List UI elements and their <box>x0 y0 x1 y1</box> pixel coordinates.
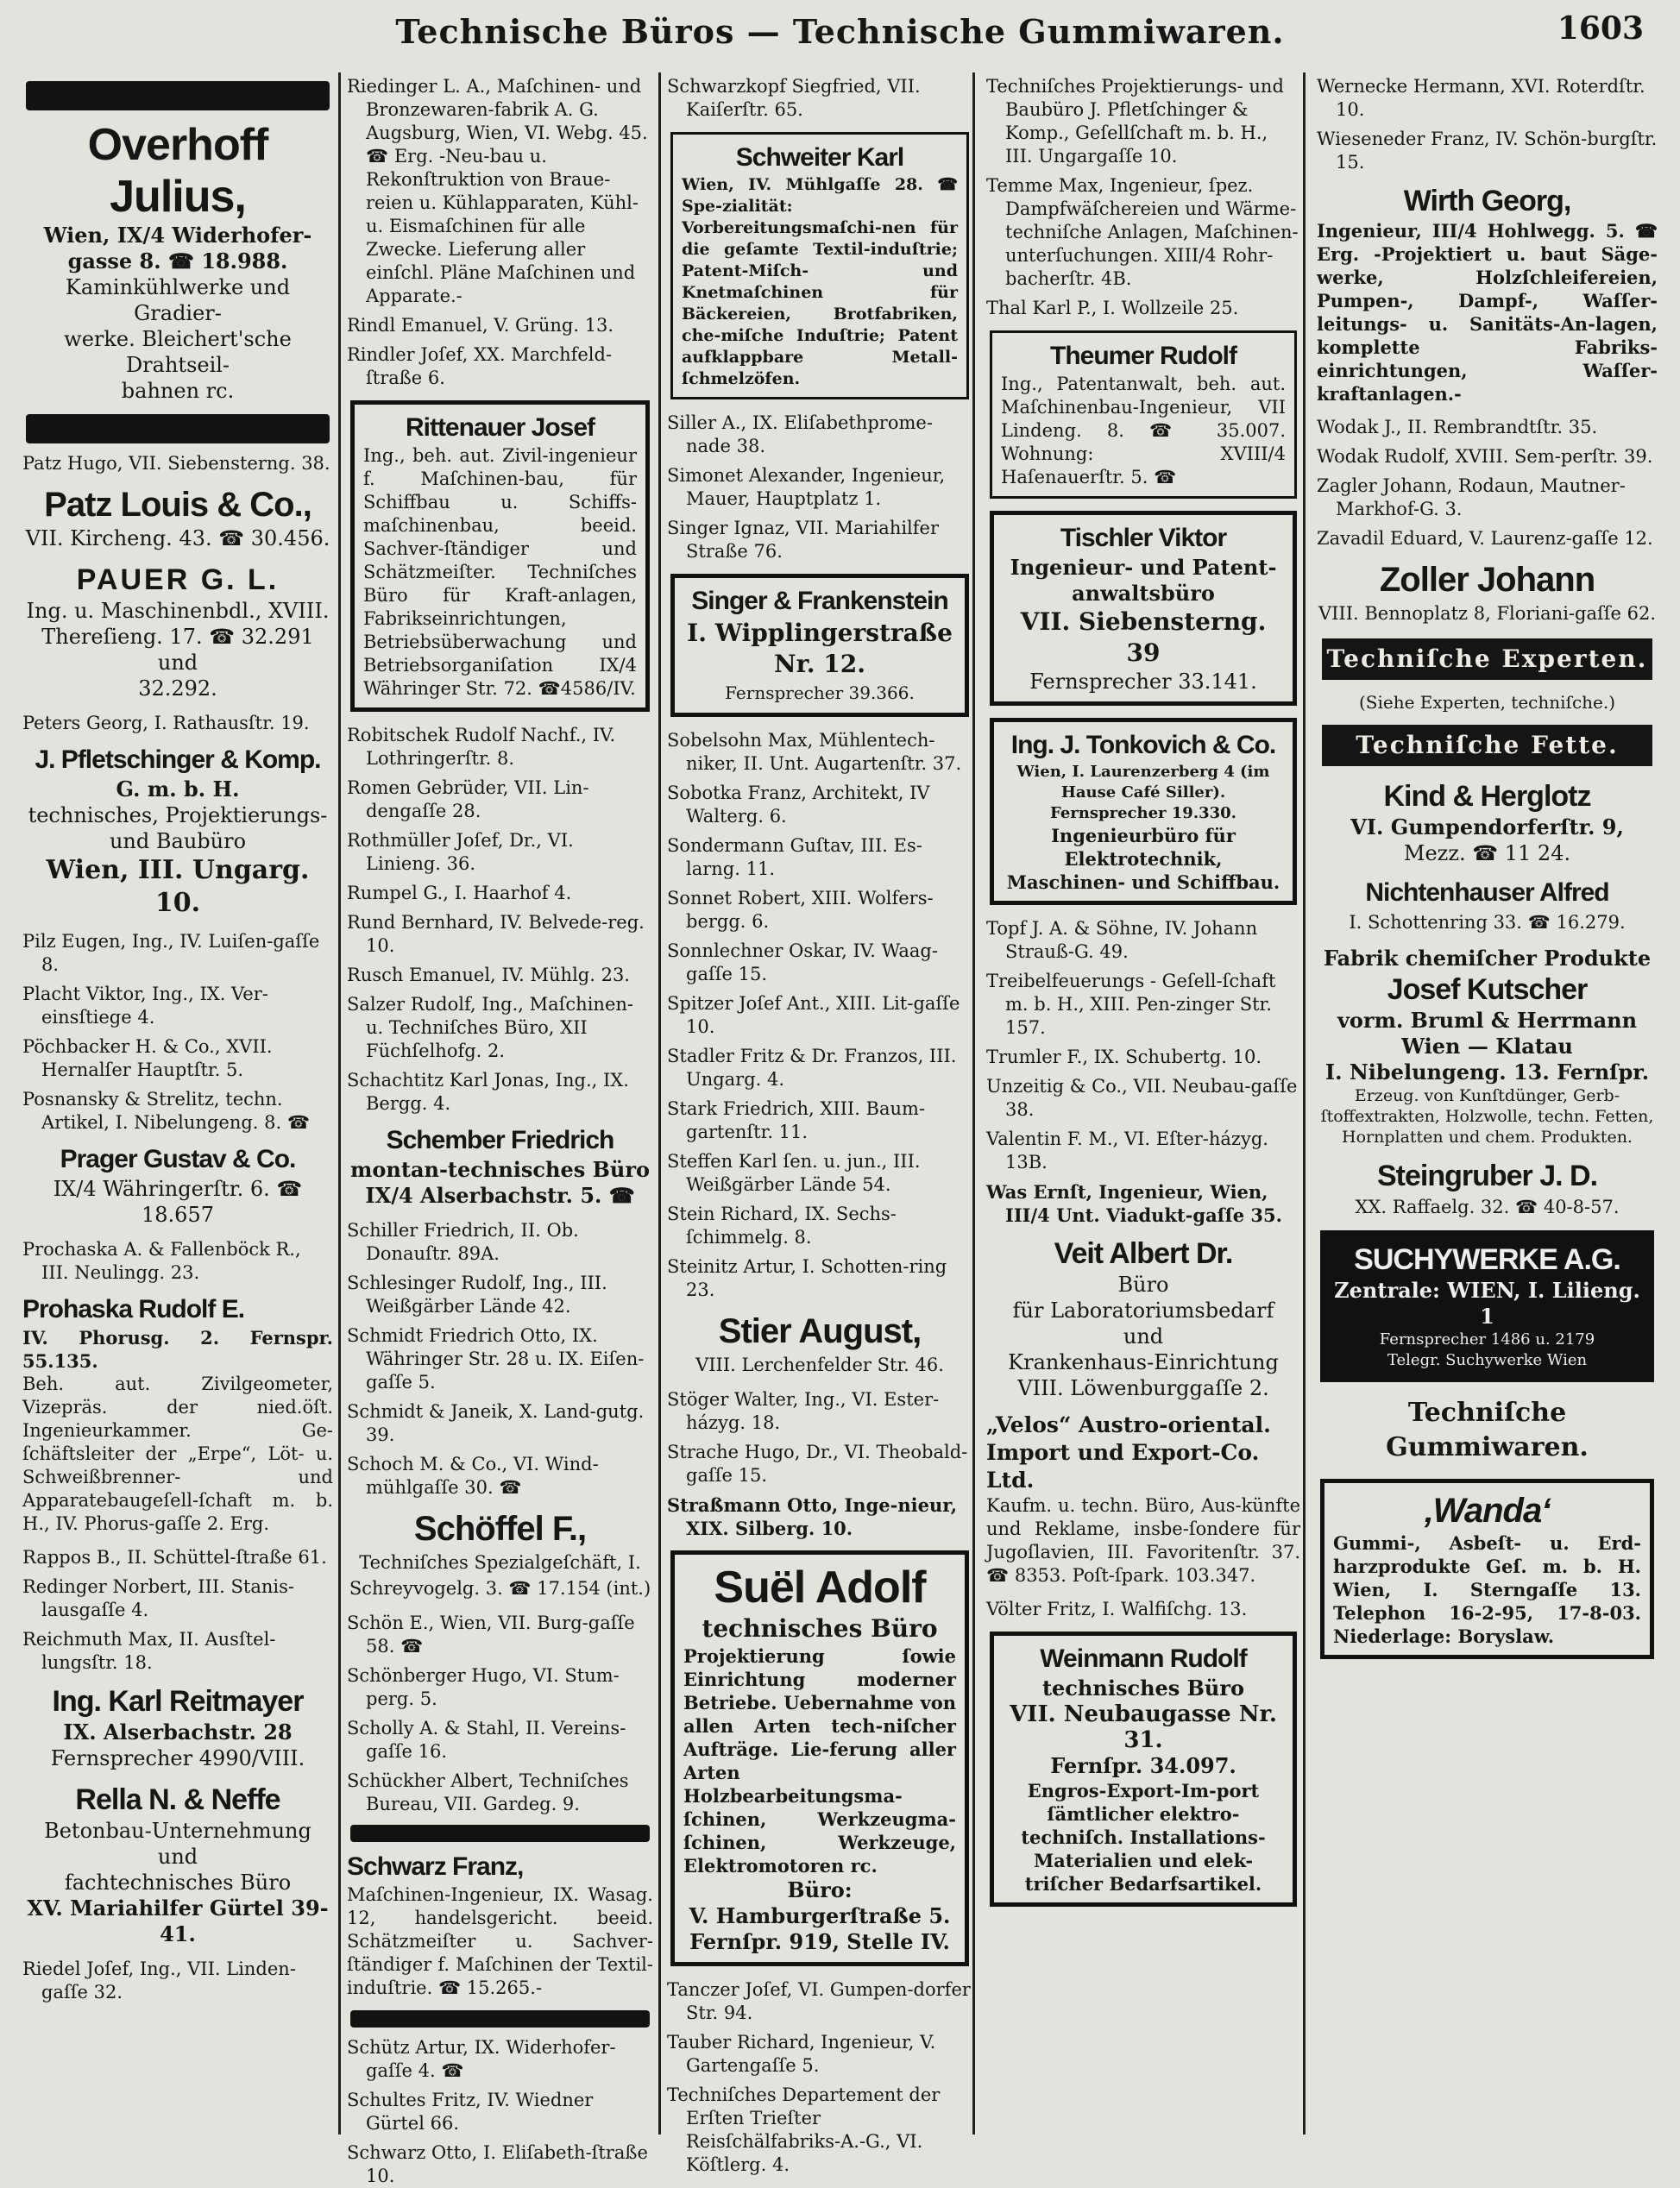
entry: Temme Max, Ingenieur, ſpez. Dampfwäſchereien und Wärme-techniſche Anlagen, Maſchinen-unterſuchungen. XIII/4 Rohr-bacherſtr. 4B. <box>986 175 1299 289</box>
ad-line: IV. Phorusg. 2. Fernspr. 55.135. <box>22 1327 333 1372</box>
ad-body: Ing., beh. aut. Zivil-ingenieur f. Maſchinen-bau, für Schiffbau u. Schiffs-maſchinenbau, beeid. Sachver-ſtändiger und Schätzmeiſter. Techniſches Büro für Kraft-anlagen, Fabrikseinrichtungen, Betriebsüberwachung und Betriebsorganiſation IX/4 Währinger Str. 72. ☎4586/IV. <box>363 445 637 699</box>
ad-tonkovich <box>990 718 1297 905</box>
ad-name: Schöffel F., <box>413 1510 587 1548</box>
ad-line: VIII. Lerchenfelder Str. 46. <box>695 1355 944 1375</box>
ad-suchywerke <box>1320 1230 1654 1382</box>
ad-prohaska <box>22 1293 333 1536</box>
ad-reitmayer <box>22 1683 333 1771</box>
ad-weinmann <box>990 1632 1297 1907</box>
ad-line: Telegr. Suchywerke Wien <box>1387 1351 1588 1369</box>
entry: Sonnlechner Oskar, IV. Waag-gaſſe 15. <box>667 940 938 984</box>
entry: Unzeitig & Co., VII. Neubau-gaſſe 38. <box>986 1076 1298 1120</box>
entry: Zavadil Eduard, V. Laurenz-gaſſe 12. <box>1317 528 1653 549</box>
ad-name: ‚Wanda‘ <box>1424 1492 1551 1530</box>
section-band: Techniſche Fette. <box>1322 725 1652 766</box>
ad-name: Weinmann Rudolf <box>1040 1644 1247 1673</box>
ad-line: und <box>1123 1324 1164 1349</box>
ad-name: Wirth Georg, <box>1403 185 1571 217</box>
ad-line: für Laboratoriumsbedarf <box>1012 1298 1274 1323</box>
ad-line: Fernsprecher 33.141. <box>1029 670 1257 694</box>
ad-tischler <box>990 511 1297 706</box>
ad-body: Projektierung ſowie Einrichtung moderner Betriebe. Uebernahme von allen Arten tech-niſcher Aufträge. Lie-ferung aller Arten Holzbearbeitungsma-ſchinen, Werkzeugma-ſchinen, Werkzeuge, Elektromotoren rc. <box>683 1645 956 1877</box>
ad-body: Engros-Export-Im-port ſämtlicher elektro-techniſch. Installations-Materialien und elek-triſcher Bedarfsartikel. <box>1021 1780 1266 1895</box>
cross-reference: (Siehe Experten, techniſche.) <box>1358 692 1616 713</box>
entry: Riedel Joſef, Ing., VII. Linden-gaſſe 32. <box>22 1959 296 2003</box>
ad-name: Singer & Frankenstein <box>691 587 948 615</box>
entry: Singer Ignaz, VII. Mariahilfer Straße 76. <box>667 518 940 562</box>
ad-line: Mezz. ☎ 11 24. <box>1403 841 1571 865</box>
ad-line: Zentrale: WIEN, I. Lilieng. 1 <box>1334 1278 1640 1329</box>
entry: Strache Hugo, Dr., VI. Theobald-gaſſe 15. <box>667 1442 968 1486</box>
ad-nichtenhauser <box>1317 877 1658 935</box>
ad-zoller <box>1317 559 1658 626</box>
ad-name: Nichtenhauser Alfred <box>1365 878 1609 907</box>
entry: Sobotka Franz, Architekt, IV Walterg. 6. <box>667 783 930 827</box>
ad-line: Fabrik chemiſcher Produkte <box>1323 946 1652 971</box>
ad-line: Wien, III. Ungarg. 10. <box>46 855 310 918</box>
entry: Stein Richard, IX. Sechs-ſchimmelg. 8. <box>667 1204 897 1248</box>
ad-name: Kind & Herglotz <box>1383 780 1591 813</box>
column-2 <box>347 72 653 2186</box>
ad-line: XV. Mariahilfer Gürtel 39-41. <box>27 1896 329 1946</box>
ad-name: Ing. Karl Reitmayer <box>52 1685 304 1718</box>
entry: Rumpel G., I. Haarhof 4. <box>347 883 572 903</box>
ad-line: IX/4 Währingerſtr. 6. ☎ 18.657 <box>53 1177 303 1227</box>
entry: Schwarzkopf Siegfried, VII. Kaiſerſtr. 65. <box>667 76 921 120</box>
entry: Stadler Fritz & Dr. Franzos, III. Ungarg. 4. <box>667 1046 957 1090</box>
ad-body: Ing., Patentanwalt, beh. aut. Maſchinenbau-Ingenieur, VII Lindeng. 8. ☎ 35.007. Wohnung: XVIII/4 Haſenauerſtr. 5. ☎ <box>1001 374 1286 487</box>
ad-line: VII. Siebensterng. 39 <box>1020 607 1267 667</box>
entry: Peters Georg, I. Rathausſtr. 19. <box>22 713 310 733</box>
entry: Rusch Emanuel, IV. Mühlg. 23. <box>347 965 630 985</box>
ad-wanda <box>1320 1479 1654 1659</box>
ad-line: Krankenhaus-Einrichtung <box>1008 1350 1279 1374</box>
ad-name: Tischler Viktor <box>1060 524 1227 552</box>
entry: Techniſches Departement der Erſten Trieſter Reisſchälfabriks-A.-G., VI. Köſtlerg. 4. <box>667 2084 941 2175</box>
entry: Schütz Artur, IX. Widerhofer-gaſſe 4. ☎ <box>347 2037 616 2081</box>
entry: Robitschek Rudolf Nachf., IV. Lothringerſtr. 8. <box>347 725 616 769</box>
ad-line: VIII. Löwenburggaſſe 2. <box>1017 1376 1269 1400</box>
entry: Rindler Joſef, XX. Marchfeld-ſtraße 6. <box>347 344 613 388</box>
ad-suel <box>670 1550 969 1966</box>
entry: Romen Gebrüder, VII. Lin-dengaſſe 28. <box>347 777 589 821</box>
ad-name: Rittenauer Josef <box>405 413 595 442</box>
ad-name: Theumer Rudolf <box>1050 342 1236 370</box>
ad-line: Fernsprecher 4990/VIII. <box>50 1746 305 1770</box>
ad-body: Beh. aut. Zivilgeometer, Vizepräs. der nied.öſt. Ingenieurkammer. Ge-ſchäftsleiter der „Erpe“, Löt- u. Schweißbrenner- und Apparatebaugeſell-ſchaft m. b. H., IV. Phorus-gaſſe 2. Erg. <box>22 1374 333 1534</box>
entry: Redinger Norbert, III. Stanis-lausgaſſe 4. <box>22 1576 294 1620</box>
ad-line: fachtechnisches Büro <box>64 1870 292 1895</box>
column-4 <box>986 72 1300 2135</box>
entry: Schwarz Otto, I. Eliſabeth-ſtraße 10. <box>347 2142 648 2186</box>
ad-line: Thereſieng. 17. ☎ 32.291 und <box>41 625 314 675</box>
ad-stier <box>667 1311 972 1378</box>
ad-rittenauer <box>350 400 650 712</box>
ad-line: technisches Büro <box>1041 1676 1245 1701</box>
ad-pauer <box>22 562 333 701</box>
ad-schweiter <box>670 132 969 399</box>
entry: Zagler Johann, Rodaun, Mautner-Markhof-G. 3. <box>1317 475 1626 519</box>
entry: Was Ernſt, Ingenieur, Wien, III/4 Unt. Viadukt-gaſſe 35. <box>986 1181 1282 1226</box>
ad-line: 32.292. <box>138 676 217 701</box>
ad-body: Kaufm. u. techn. Büro, Aus-künfte und Reklame, insbe-ſondere für Jugoſlavien, III. Favoritenſtr. 37. ☎ 8353. Poſt-ſpark. 103.347. <box>986 1495 1300 1586</box>
entry: Schön E., Wien, VII. Burg-gaſſe 58. ☎ <box>347 1613 635 1657</box>
ad-name: Overhoff Julius, <box>87 120 268 222</box>
entry: Posnansky & Strelitz, techn. Artikel, I. Nibelungeng. 8. ☎ <box>22 1089 311 1133</box>
entry: Rindl Emanuel, V. Grüng. 13. <box>347 315 614 336</box>
ad-line: Ingenieur- und Patent- <box>1010 555 1277 580</box>
entry: Sondermann Guſtav, III. Es-larng. 11. <box>667 835 922 879</box>
ad-pfletschinger <box>22 744 333 920</box>
ad-line: bahnen rc. <box>121 379 235 403</box>
ad-name: Prohaska Rudolf E. <box>22 1295 245 1323</box>
entry: Schiller Friedrich, II. Ob. Donauſtr. 89A. <box>347 1220 579 1264</box>
ad-line: Wien, IX/4 Widerhofer- <box>43 223 312 248</box>
entry: Sonnet Robert, XIII. Wolfers-bergg. 6. <box>667 888 934 932</box>
entry: Sobelsohn Max, Mühlentech-niker, II. Unt. Augartenſtr. 37. <box>667 730 962 774</box>
entry: Tauber Richard, Ingenieur, V. Gartengaſſe 5. <box>667 2032 936 2076</box>
page-header <box>0 5 1680 57</box>
ad-line: Wien, I. Laurenzerberg 4 (im Hause Café Siller). Fernsprecher 19.330. <box>1016 763 1270 822</box>
entry: Rothmüller Joſef, Dr., VI. Linieng. 36. <box>347 830 574 874</box>
ad-name: Stier August, <box>718 1312 922 1350</box>
entry: Schönberger Hugo, VI. Stum-perg. 5. <box>347 1665 620 1709</box>
entry: Simonet Alexander, Ingenieur, Mauer, Hauptplatz 1. <box>667 465 946 509</box>
entry: Steffen Karl ſen. u. jun., III. Weißgärber Lände 54. <box>667 1151 921 1195</box>
ad-line: gasse 8. ☎ 18.988. <box>67 248 288 274</box>
ad-line: Fernsprecher 39.366. <box>725 682 915 703</box>
entry: Salzer Rudolf, Ing., Maſchinen- u. Techniſches Büro, XII Füchſelhofg. 2. <box>347 994 634 1061</box>
ad-name: Steingruber J. D. <box>1376 1160 1598 1192</box>
entry: Straßmann Otto, Inge-nieur, XIX. Silberg. 10. <box>667 1494 958 1539</box>
entry: Techniſches Projektierungs- und Baubüro J. Pfletſchinger & Komp., Geſellſchaft m. b. H., III. Ungargaſſe 10. <box>986 76 1284 167</box>
entry: Rappos B., II. Schüttel-ſtraße 61. <box>22 1547 327 1568</box>
ad-line: VII. Neubaugasse Nr. 31. <box>1010 1701 1277 1753</box>
page-number: 1603 <box>1557 10 1644 47</box>
entry: Valentin F. M., VI. Eſter-házyg. 13B. <box>986 1129 1268 1173</box>
entry: Stark Friedrich, XIII. Baum-gartenſtr. 11. <box>667 1098 926 1142</box>
entry: Wodak Rudolf, XVIII. Sem-perſtr. 39. <box>1317 446 1653 467</box>
ad-line: VI. Gumpendorferſtr. 9, <box>1350 814 1624 839</box>
ad-kutscher <box>1317 946 1658 1147</box>
entry: Riedinger L. A., Maſchinen- und Bronzewaren-fabrik A. G. Augsburg, Wien, VI. Webg. 45. ☎ Erg. -Neu-bau u. Rekonſtruktion von Braue-reien u. Kühlapparaten, Kühl- u. Eismaſchinen für alle Zwecke. Lieferung aller einſchl. Pläne Maſchinen und Apparate.- <box>347 76 648 306</box>
entry: Topf J. A. & Söhne, IV. Johann Strauß-G. 49. <box>986 918 1258 962</box>
ad-name: „Velos“ Austro-oriental. Import und Export-Co. Ltd. <box>986 1412 1271 1493</box>
ad-line: Fernſpr. 919, Stelle IV. <box>689 1929 950 1954</box>
ad-line: I. Schottenring 33. ☎ 16.279. <box>1349 912 1626 933</box>
ad-name: PAUER G. L. <box>76 563 280 596</box>
ad-name: Prager Gustav & Co. <box>60 1145 296 1173</box>
entry: Schmidt Friedrich Otto, IX. Währinger Str. 28 u. IX. Eiſen-gaſſe 5. <box>347 1325 645 1393</box>
ad-line: Wien — Klatau <box>1401 1034 1573 1059</box>
entry: Pilz Eugen, Ing., IV. Luiſen-gaſſe 8. <box>22 931 320 975</box>
ad-line: technisches Büro <box>702 1614 938 1643</box>
entry: Schoch M. & Co., VI. Wind-mühlgaſſe 30. ☎ <box>347 1454 599 1498</box>
ad-body: Maſchinen-Ingenieur, IX. Wasag. 12, handelsgericht. beeid. Schätzmeiſter u. Sachver-ſtändiger f. Maſchinen der Textil-induſtrie. ☎ 15.265.- <box>347 1884 653 1998</box>
ad-line: montan-technisches Büro <box>350 1157 650 1182</box>
entry: Scholly A. & Stahl, II. Vereins-gaſſe 16. <box>347 1718 626 1762</box>
ad-body: Gummi-, Asbeſt- u. Erd-harzprodukte Geſ. m. b. H. Wien, I. Sterngaſſe 13. Telephon 16-2-95, 17-8-03. Niederlage: Boryslaw. <box>1333 1532 1641 1647</box>
ad-line: Techniſches Spezialgeſchäft, I. Schreyvogelg. 3. ☎ 17.154 (int.) <box>349 1552 651 1599</box>
ad-name: J. Pfletschinger & Komp. <box>35 745 321 774</box>
ad-overhoff <box>22 119 333 404</box>
ad-veit <box>986 1235 1300 1401</box>
ad-body: Wien, IV. Mühlgaſſe 28. ☎ Spe-zialität: Vorbereitungsmaſchi-nen für die geſamte Textil-induſtrie; Patent-Miſch- und Knetmaſchinen für Bäckereien, Brotfabriken, che-miſche Induſtrie; Patent aufklappbare Metall-ſchmelzöfen. <box>682 175 958 388</box>
ad-body: Ingenieur, III/4 Hohlwegg. 5. ☎ Erg. -Projektiert u. baut Säge-werke, Holzſchleifereien, Pumpen-, Dampf-, Waſſer-leitungs- u. Sanitäts-An-lagen, komplette Fabriks-einrichtungen, Waſſer-kraftanlagen.- <box>1317 220 1658 405</box>
section-heading: Techniſche Gummiwaren. <box>1386 1398 1589 1462</box>
entry: Wieseneder Franz, IV. Schön-burgſtr. 15. <box>1317 129 1658 173</box>
ad-line: Ing. u. Maschinenbdl., XVIII. <box>26 599 330 623</box>
ad-line: Betonbau-Unternehmung und <box>44 1819 311 1869</box>
entry: Stöger Walter, Ing., VI. Ester-házyg. 18. <box>667 1389 940 1433</box>
ad-patz <box>22 484 333 551</box>
page-title: Technische Büros — Technische Gummiwaren. <box>395 12 1285 51</box>
entry: Pöchbacker H. & Co., XVII. Hernalſer Hauptſtr. 5. <box>22 1036 273 1080</box>
entry: Rund Bernhard, IV. Belvede-reg. 10. <box>347 912 645 956</box>
ad-name: Ing. J. Tonkovich & Co. <box>1010 731 1276 759</box>
ad-line: I. Wipplingerstraße Nr. 12. <box>687 619 953 678</box>
ad-line: und Baubüro <box>109 829 247 853</box>
ad-name: Zoller Johann <box>1379 561 1595 599</box>
ad-name: Schweiter Karl <box>735 143 904 172</box>
ad-line: werke. Bleichert'sche Drahtseil- <box>64 327 292 377</box>
entry: Placht Viktor, Ing., IX. Ver-einsſtiege 4. <box>22 984 268 1028</box>
ad-schember <box>347 1124 653 1209</box>
entry: Treibelfeuerungs - Geſell-ſchaft m. b. H., XIII. Pen-zinger Str. 157. <box>986 971 1276 1038</box>
ad-singer-frankenstein <box>670 574 969 717</box>
ad-kind-herglotz <box>1317 778 1658 866</box>
ad-line: XX. Raffaelg. 32. ☎ 40-8-57. <box>1355 1197 1620 1217</box>
section-band: Techniſche Experten. <box>1322 638 1652 680</box>
entry: Tanczer Joſef, VI. Gumpen-dorfer Str. 94. <box>667 1979 971 2023</box>
ad-wirth <box>1317 183 1658 406</box>
ad-name: Schwarz Franz, <box>347 1852 524 1881</box>
ad-velos <box>986 1412 1300 1588</box>
ad-rule <box>350 2010 650 2028</box>
ad-line: VIII. Bennoplatz 8, Floriani-gaſſe 62. <box>1318 603 1657 624</box>
ad-line: Büro <box>1117 1273 1169 1297</box>
ad-schoeffel <box>347 1508 653 1601</box>
ad-theumer <box>990 330 1297 499</box>
ad-name: Josef Kutscher <box>1387 973 1588 1006</box>
entry: Prochaska A. & Fallenböck R., III. Neulingg. 23. <box>22 1239 301 1283</box>
entry: Siller A., IX. Eliſabethprome-nade 38. <box>667 412 933 456</box>
ad-name: Rella N. & Neffe <box>75 1783 280 1816</box>
entry: Wodak J., II. Rembrandtſtr. 35. <box>1317 417 1598 437</box>
ad-line: G. m. b. H. <box>116 776 240 802</box>
ad-rule <box>26 81 330 110</box>
ad-name: Suël Adolf <box>714 1562 926 1613</box>
directory-columns <box>22 72 1662 2186</box>
ad-line: Fernsprecher 1486 u. 2179 <box>1379 1330 1595 1349</box>
column-3 <box>667 72 972 2175</box>
ad-line: IX/4 Alserbachstr. 5. ☎ <box>365 1183 635 1208</box>
ad-name: Schember Friedrich <box>386 1126 614 1154</box>
entry: Reichmuth Max, II. Ausſtel-lungsſtr. 18. <box>22 1629 276 1673</box>
ad-rule <box>26 414 330 443</box>
ad-name: SUCHYWERKE A.G. <box>1354 1243 1620 1276</box>
column-5 <box>1317 72 1658 2135</box>
ad-line: Büro: <box>787 1877 853 1902</box>
entry: Spitzer Joſef Ant., XIII. Lit-gaſſe 10. <box>667 993 960 1037</box>
entry: Steinitz Artur, I. Schotten-ring 23. <box>667 1256 947 1300</box>
entry: Schückher Albert, Techniſches Bureau, VII. Gardeg. 9. <box>347 1770 629 1814</box>
entry: Schultes Fritz, IV. Wiedner Gürtel 66. <box>347 2090 594 2134</box>
entry: Trumler F., IX. Schubertg. 10. <box>986 1047 1262 1067</box>
ad-line: Ingenieurbüro für Elektrotechnik, Maschinen- und Schiffbau. <box>1006 825 1280 893</box>
ad-line: vorm. Bruml & Herrmann <box>1337 1008 1638 1033</box>
column-1 <box>22 72 333 2135</box>
entry: Schachtitz Karl Jonas, Ing., IX. Bergg. 4. <box>347 1070 629 1114</box>
ad-line: Kaminkühlwerke und Gradier- <box>65 275 291 325</box>
ad-line: I. Nibelungeng. 13. Fernſpr. <box>1324 1059 1650 1085</box>
entry: Völter Fritz, I. Walfiſchg. 13. <box>986 1599 1248 1619</box>
ad-rella <box>22 1782 333 1947</box>
ad-schwarz <box>347 1851 653 2000</box>
ad-name: Veit Albert Dr. <box>1054 1237 1233 1270</box>
entry: Thal Karl P., I. Wollzeile 25. <box>986 298 1239 318</box>
entry: Wernecke Hermann, XVI. Roterdſtr. 10. <box>1317 76 1645 120</box>
ad-body: Erzeug. von Kunſtdünger, Gerb-ſtoffextrakten, Holzwolle, techn. Fetten, Hornplatten und chem. Produkten. <box>1320 1086 1654 1147</box>
ad-line: V. Hamburgerſtraße 5. <box>689 1903 951 1928</box>
ad-line: VII. Kircheng. 43. ☎ 30.456. <box>25 526 330 550</box>
ad-name: Patz Louis & Co., <box>44 486 311 524</box>
ad-line: Fernſpr. 34.097. <box>1050 1753 1236 1778</box>
ad-rule <box>350 1825 650 1842</box>
ad-line: technisches, Projektierungs- <box>28 803 328 827</box>
ad-line: IX. Alserbachstr. 28 <box>63 1720 293 1745</box>
entry: Schmidt & Janeik, X. Land-gutg. 39. <box>347 1401 645 1445</box>
ad-prager <box>22 1143 333 1228</box>
entry: Patz Hugo, VII. Siebensterng. 38. <box>22 453 330 474</box>
entry: Schlesinger Rudolf, Ing., III. Weißgärber Lände 42. <box>347 1273 607 1317</box>
ad-line: anwaltsbüro <box>1072 581 1215 606</box>
ad-steingruber <box>1317 1158 1658 1220</box>
